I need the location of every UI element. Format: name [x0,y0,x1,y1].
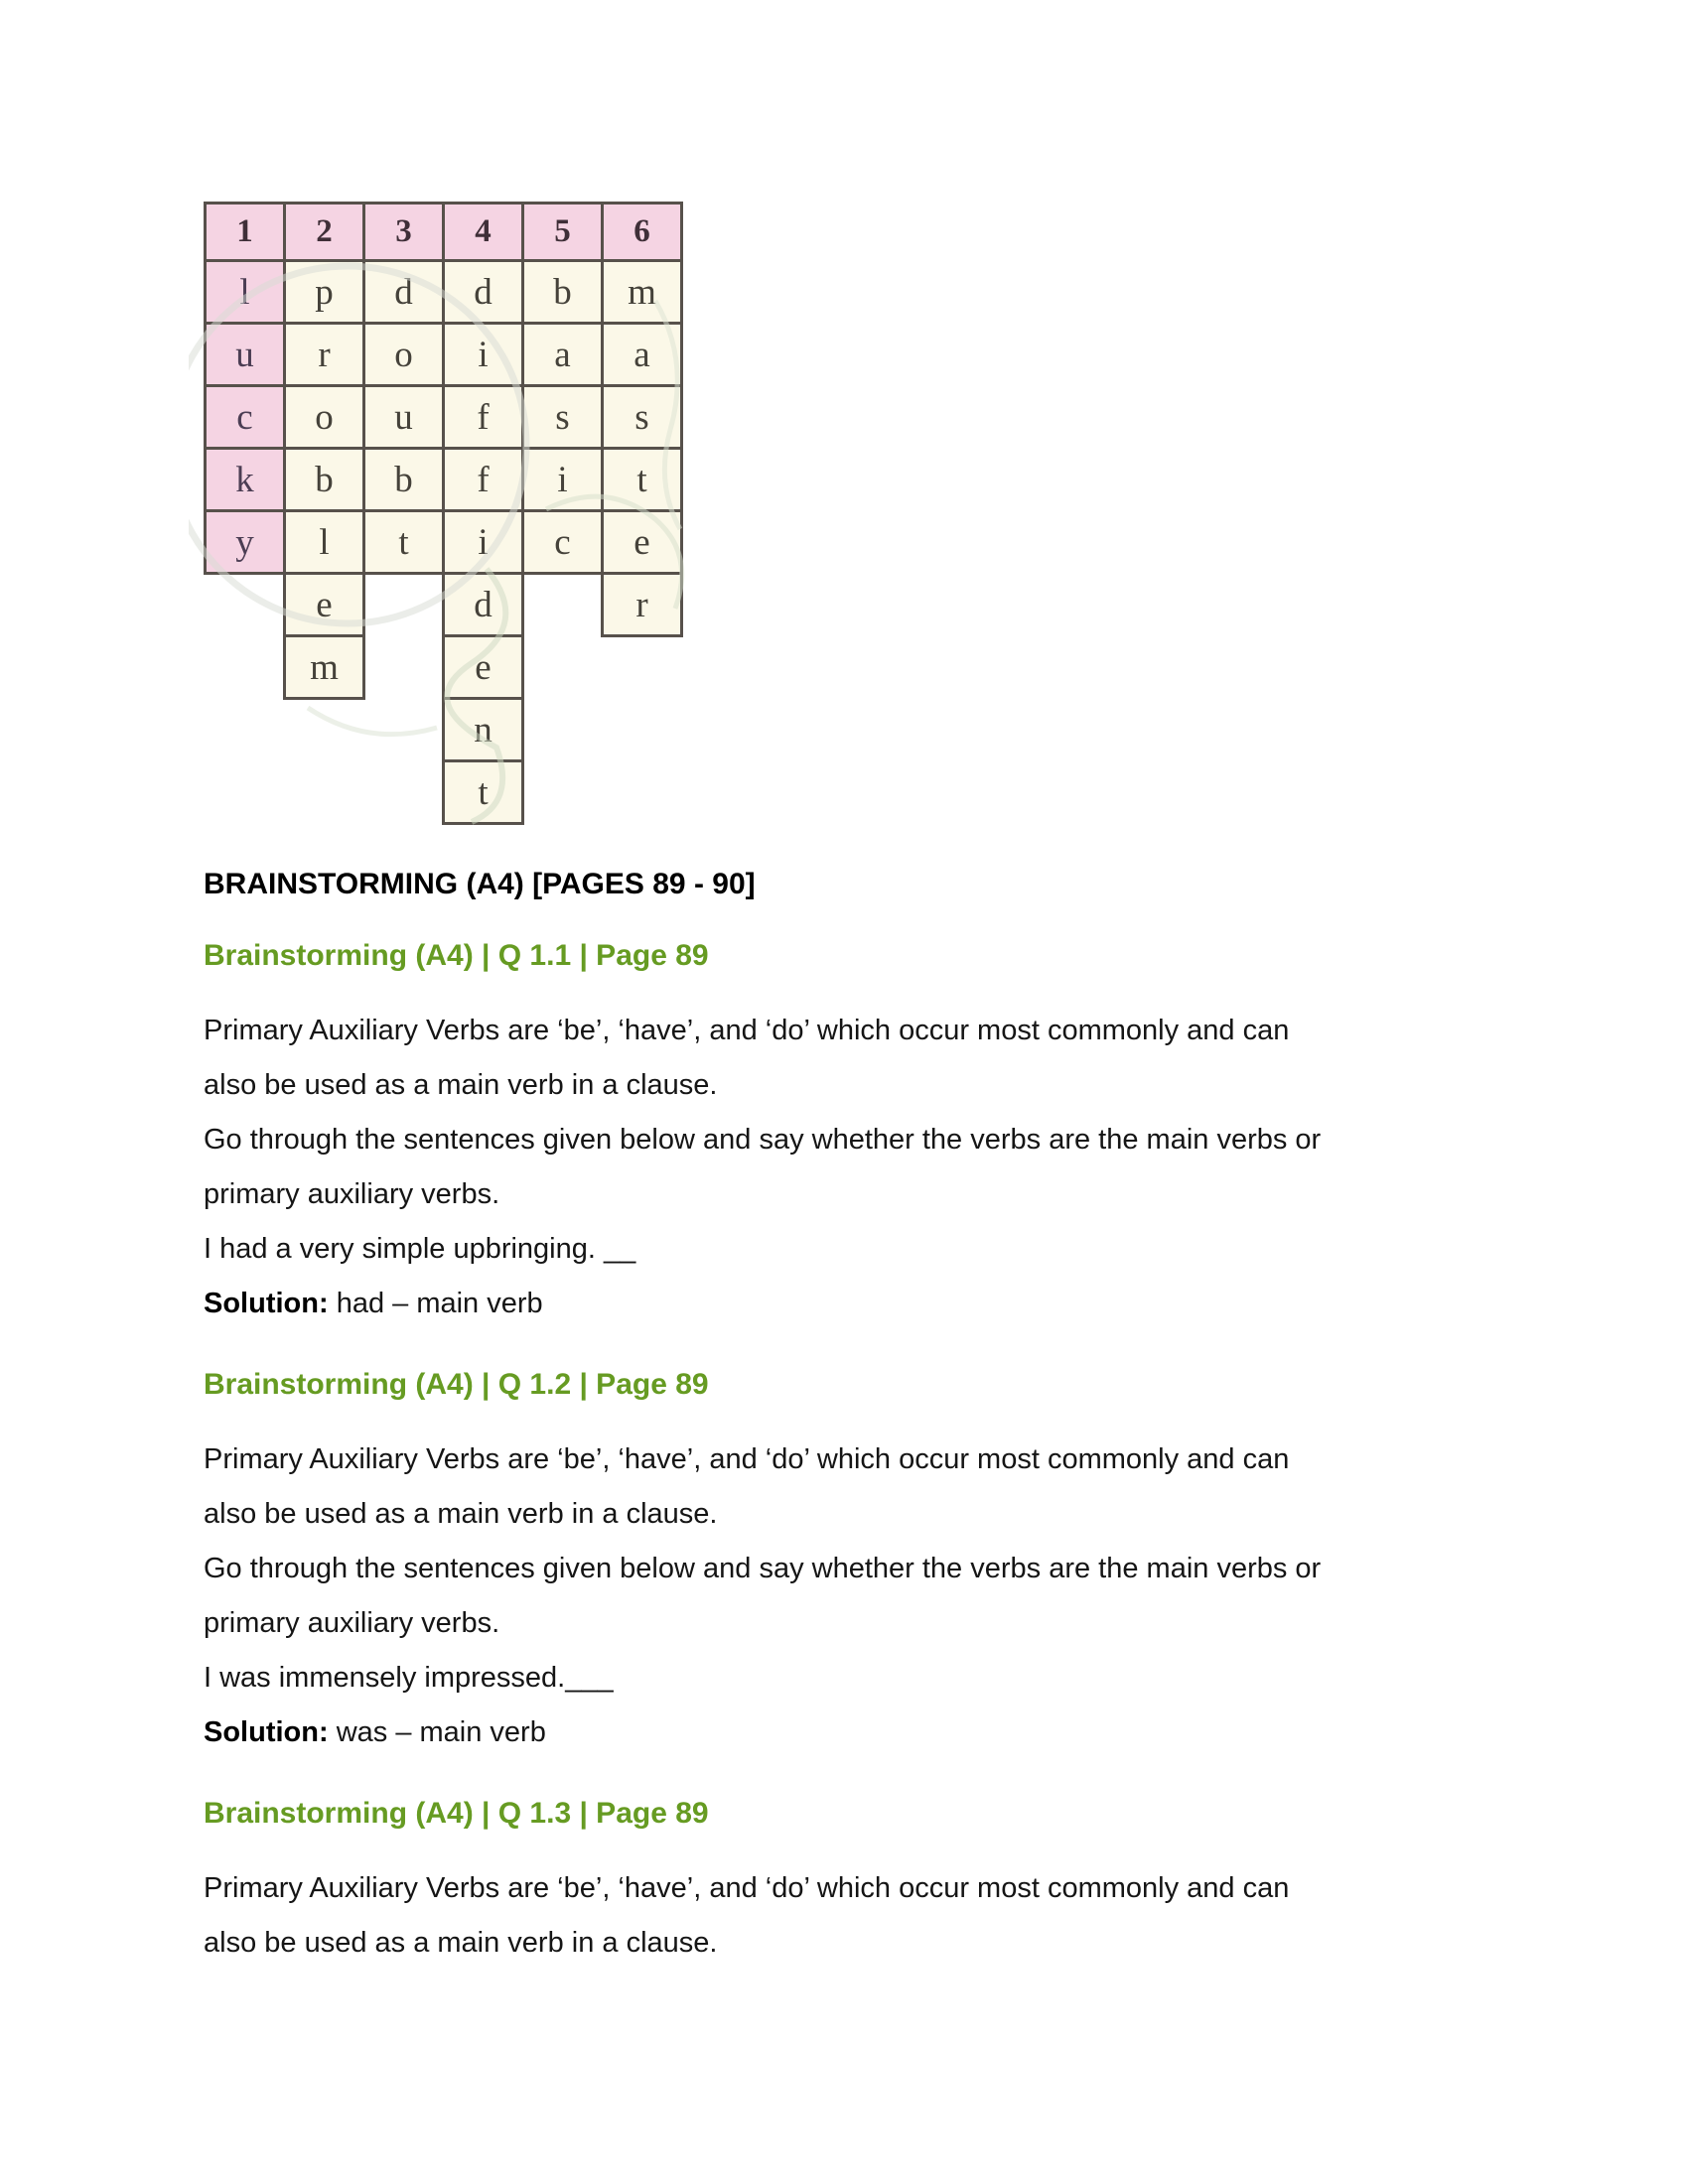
grid-empty-cell [523,699,603,761]
grid-row [206,386,682,449]
question-heading: Brainstorming (A4) | Q 1.3 | Page 89 [204,1797,709,1830]
grid-empty-cell [206,699,285,761]
grid-letter-cell: m [603,261,682,324]
grid-letter-cell: i [523,449,603,511]
page-title: BRAINSTORMING (A4) [PAGES 89 - 90] [204,868,756,900]
qa-sections [204,938,1594,1971]
solution-label: Solution: [204,1288,329,1319]
grid-letter-cell: k [206,449,285,511]
body-line: also be used as a main verb in a clause. [204,1498,718,1530]
grid-letter-cell: c [523,511,603,574]
grid-empty-cell [285,761,364,824]
grid-row [206,761,682,824]
grid-empty-cell [364,636,444,699]
body-line: Go through the sentences given below and say whether the verbs are the main verbs or [204,1124,1322,1156]
body-line: I had a very simple upbringing. __ [204,1233,636,1265]
grid-letter-cell: f [444,449,523,511]
solution-line: Solution: was – main verb [204,1716,546,1748]
grid-empty-cell [206,574,285,636]
body-line: I was immensely impressed.___ [204,1662,614,1694]
grid-letter-cell: b [285,449,364,511]
body-line: also be used as a main verb in a clause. [204,1927,718,1959]
grid-header-cell: 1 [206,204,285,261]
grid-empty-cell [603,761,682,824]
grid-letter-cell: i [444,511,523,574]
grid-row [206,324,682,386]
body-line: Go through the sentences given below and say whether the verbs are the main verbs or [204,1553,1322,1584]
grid-letter-cell: m [285,636,364,699]
crossword-grid [204,202,1594,825]
question-heading: Brainstorming (A4) | Q 1.1 | Page 89 [204,939,709,972]
solution-label: Solution: [204,1716,329,1748]
grid-letter-cell: b [364,449,444,511]
grid-header-cell: 6 [603,204,682,261]
crossword-grid-table [204,202,683,825]
grid-letter-cell: a [603,324,682,386]
body-line: primary auxiliary verbs. [204,1607,500,1639]
grid-letter-cell: n [444,699,523,761]
grid-letter-cell: e [444,636,523,699]
grid-letter-cell: t [603,449,682,511]
grid-header-cell: 4 [444,204,523,261]
grid-letter-cell: t [444,761,523,824]
grid-letter-cell: a [523,324,603,386]
grid-empty-cell [364,574,444,636]
grid-empty-cell [364,699,444,761]
grid-letter-cell: f [444,386,523,449]
grid-row [206,511,682,574]
grid-letter-cell: b [523,261,603,324]
grid-letter-cell: l [285,511,364,574]
solution-line: Solution: had – main verb [204,1288,543,1319]
grid-letter-cell: e [603,511,682,574]
grid-letter-cell: u [206,324,285,386]
grid-letter-cell: s [523,386,603,449]
grid-letter-cell: d [364,261,444,324]
grid-row [206,636,682,699]
grid-letter-cell: e [285,574,364,636]
grid-header-cell: 5 [523,204,603,261]
grid-letter-cell: u [364,386,444,449]
grid-letter-cell: s [603,386,682,449]
grid-letter-cell: o [285,386,364,449]
grid-letter-cell: r [285,324,364,386]
content-column [204,202,1594,1971]
grid-header-cell: 2 [285,204,364,261]
body-line: primary auxiliary verbs. [204,1178,500,1210]
grid-empty-cell [523,636,603,699]
grid-row [206,574,682,636]
grid-empty-cell [603,636,682,699]
grid-letter-cell: d [444,261,523,324]
grid-letter-cell: c [206,386,285,449]
body-line: Primary Auxiliary Verbs are ‘be’, ‘have’, and ‘do’ which occur most commonly and can [204,1443,1290,1475]
grid-header-row [206,204,682,261]
grid-letter-cell: l [206,261,285,324]
grid-letter-cell: d [444,574,523,636]
grid-letter-cell: o [364,324,444,386]
grid-letter-cell: t [364,511,444,574]
grid-empty-cell [523,761,603,824]
grid-letter-cell: r [603,574,682,636]
body-line: Primary Auxiliary Verbs are ‘be’, ‘have’, and ‘do’ which occur most commonly and can [204,1872,1290,1904]
grid-row [206,449,682,511]
grid-letter-cell: p [285,261,364,324]
question-heading: Brainstorming (A4) | Q 1.2 | Page 89 [204,1368,709,1401]
grid-row [206,261,682,324]
grid-letter-cell: y [206,511,285,574]
grid-empty-cell [285,699,364,761]
body-line: Primary Auxiliary Verbs are ‘be’, ‘have’, and ‘do’ which occur most commonly and can [204,1015,1290,1046]
body-line: also be used as a main verb in a clause. [204,1069,718,1101]
grid-empty-cell [523,574,603,636]
grid-row [206,699,682,761]
grid-header-cell: 3 [364,204,444,261]
grid-empty-cell [206,636,285,699]
grid-empty-cell [603,699,682,761]
grid-letter-cell: i [444,324,523,386]
grid-empty-cell [364,761,444,824]
grid-empty-cell [206,761,285,824]
